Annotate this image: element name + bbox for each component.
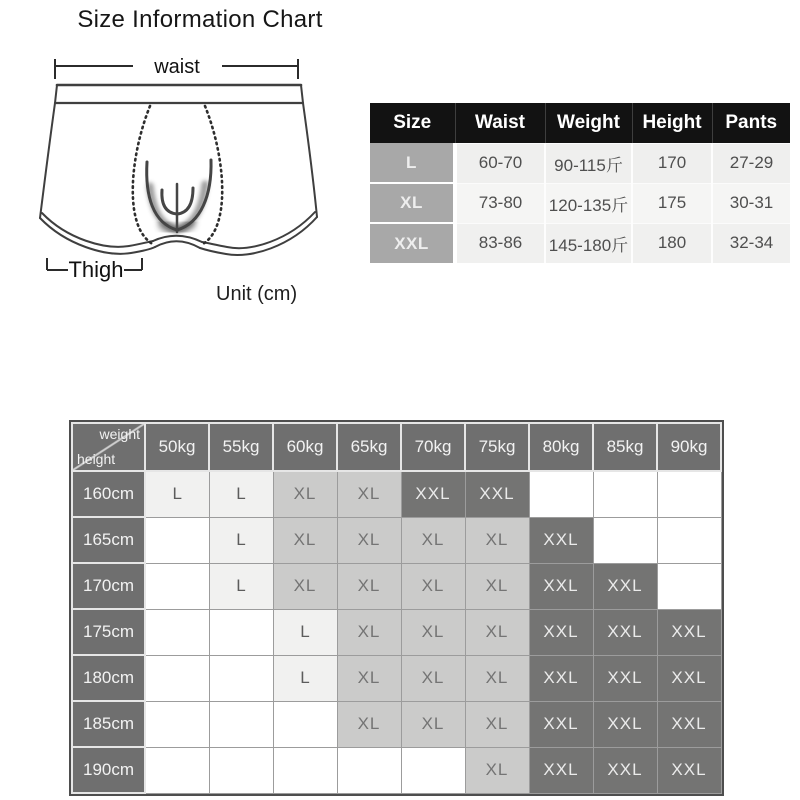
matrix-cell: XL bbox=[401, 517, 465, 563]
matrix-cell: L bbox=[209, 517, 273, 563]
matrix-cell bbox=[657, 563, 721, 609]
thigh-label: Thigh bbox=[68, 257, 124, 282]
matrix-cell: XL bbox=[401, 701, 465, 747]
matrix-cell: XL bbox=[337, 517, 401, 563]
height-header: 160cm bbox=[72, 471, 145, 517]
weight-header: 60kg bbox=[273, 423, 337, 471]
height-header: 175cm bbox=[72, 609, 145, 655]
corner-weight-label: weight bbox=[99, 426, 140, 442]
weight-header: 70kg bbox=[401, 423, 465, 471]
size-table-row-xl bbox=[370, 183, 790, 223]
matrix-corner-cell bbox=[72, 423, 145, 471]
matrix-cell bbox=[209, 701, 273, 747]
height-weight-matrix bbox=[69, 420, 724, 796]
matrix-cell: XXL bbox=[593, 563, 657, 609]
matrix-cell bbox=[145, 701, 209, 747]
size-cell: XXL bbox=[370, 223, 455, 263]
matrix-cell: XXL bbox=[657, 609, 721, 655]
waist-cell: 83-86 bbox=[455, 223, 545, 263]
weight-cell: 90-115斤 bbox=[545, 143, 632, 183]
matrix-cell: XL bbox=[465, 701, 529, 747]
matrix-cell: XL bbox=[337, 655, 401, 701]
matrix-cell bbox=[657, 471, 721, 517]
height-cell: 170 bbox=[632, 143, 712, 183]
matrix-cell: XL bbox=[273, 517, 337, 563]
size-table-header-row bbox=[370, 103, 790, 143]
matrix-cell bbox=[145, 747, 209, 793]
matrix-cell: XL bbox=[465, 747, 529, 793]
height-header: 185cm bbox=[72, 701, 145, 747]
matrix-cell: XXL bbox=[529, 517, 593, 563]
matrix-cell bbox=[145, 655, 209, 701]
weight-header: 50kg bbox=[145, 423, 209, 471]
matrix-cell bbox=[145, 563, 209, 609]
matrix-cell: XL bbox=[465, 609, 529, 655]
matrix-cell bbox=[657, 517, 721, 563]
height-header: 165cm bbox=[72, 517, 145, 563]
matrix-cell: XL bbox=[337, 471, 401, 517]
matrix-cell bbox=[593, 517, 657, 563]
weight-header: 55kg bbox=[209, 423, 273, 471]
size-cell: L bbox=[370, 143, 455, 183]
weight-header: 65kg bbox=[337, 423, 401, 471]
boxer-brief-diagram bbox=[22, 46, 332, 286]
matrix-cell: XL bbox=[273, 471, 337, 517]
matrix-row-170 bbox=[72, 563, 721, 609]
matrix-row-185 bbox=[72, 701, 721, 747]
height-header: 190cm bbox=[72, 747, 145, 793]
matrix-cell bbox=[145, 517, 209, 563]
matrix-cell: XXL bbox=[529, 655, 593, 701]
matrix-cell: XXL bbox=[529, 747, 593, 793]
pants-cell: 32-34 bbox=[712, 223, 790, 263]
matrix-row-180 bbox=[72, 655, 721, 701]
matrix-cell bbox=[401, 747, 465, 793]
matrix-cell: XL bbox=[401, 655, 465, 701]
matrix-cell bbox=[209, 609, 273, 655]
waist-cell: 60-70 bbox=[455, 143, 545, 183]
matrix-cell bbox=[273, 747, 337, 793]
matrix-cell: XXL bbox=[593, 747, 657, 793]
matrix-cell: XL bbox=[337, 609, 401, 655]
size-cell: XL bbox=[370, 183, 455, 223]
matrix-header-row bbox=[72, 423, 721, 471]
matrix-cell: L bbox=[145, 471, 209, 517]
matrix-cell: L bbox=[209, 563, 273, 609]
matrix-cell: XL bbox=[465, 517, 529, 563]
matrix-cell bbox=[145, 609, 209, 655]
weight-header: 85kg bbox=[593, 423, 657, 471]
column-header-waist: Waist bbox=[455, 103, 545, 143]
matrix-cell: XXL bbox=[593, 701, 657, 747]
matrix-cell: XXL bbox=[529, 701, 593, 747]
weight-cell: 145-180斤 bbox=[545, 223, 632, 263]
matrix-cell: XL bbox=[273, 563, 337, 609]
height-header: 180cm bbox=[72, 655, 145, 701]
matrix-cell: XL bbox=[465, 563, 529, 609]
matrix-cell: XL bbox=[465, 655, 529, 701]
matrix-cell: XXL bbox=[465, 471, 529, 517]
waist-label: waist bbox=[154, 56, 200, 78]
matrix-row-160 bbox=[72, 471, 721, 517]
matrix-cell: XXL bbox=[657, 701, 721, 747]
matrix-cell: XXL bbox=[657, 747, 721, 793]
matrix-cell bbox=[273, 701, 337, 747]
matrix-cell: XXL bbox=[529, 609, 593, 655]
matrix-cell: XL bbox=[337, 701, 401, 747]
weight-header: 90kg bbox=[657, 423, 721, 471]
matrix-cell bbox=[337, 747, 401, 793]
size-table bbox=[370, 103, 790, 263]
matrix-cell: XXL bbox=[593, 609, 657, 655]
matrix-cell: XL bbox=[337, 563, 401, 609]
size-table-row-xxl bbox=[370, 223, 790, 263]
size-table-row-l bbox=[370, 143, 790, 183]
column-header-weight: Weight bbox=[545, 103, 632, 143]
column-header-height: Height bbox=[632, 103, 712, 143]
matrix-row-190 bbox=[72, 747, 721, 793]
matrix-row-165 bbox=[72, 517, 721, 563]
column-header-size: Size bbox=[370, 103, 455, 143]
matrix-cell bbox=[209, 747, 273, 793]
waist-cell: 73-80 bbox=[455, 183, 545, 223]
column-header-pants: Pants bbox=[712, 103, 790, 143]
unit-label: Unit (cm) bbox=[216, 283, 298, 305]
matrix-cell: L bbox=[273, 609, 337, 655]
pouch-detail bbox=[147, 160, 211, 232]
pants-cell: 27-29 bbox=[712, 143, 790, 183]
matrix-cell: XXL bbox=[401, 471, 465, 517]
corner-height-label: height bbox=[77, 451, 116, 467]
weight-header: 75kg bbox=[465, 423, 529, 471]
matrix-cell bbox=[593, 471, 657, 517]
matrix-row-175 bbox=[72, 609, 721, 655]
matrix-cell: XL bbox=[401, 563, 465, 609]
matrix-cell: L bbox=[273, 655, 337, 701]
matrix-cell: L bbox=[209, 471, 273, 517]
matrix-cell bbox=[529, 471, 593, 517]
matrix-cell: XL bbox=[401, 609, 465, 655]
page-title: Size Information Chart bbox=[77, 6, 323, 33]
matrix-cell: XXL bbox=[657, 655, 721, 701]
matrix-cell: XXL bbox=[593, 655, 657, 701]
height-header: 170cm bbox=[72, 563, 145, 609]
matrix-cell: XXL bbox=[529, 563, 593, 609]
weight-cell: 120-135斤 bbox=[545, 183, 632, 223]
height-cell: 180 bbox=[632, 223, 712, 263]
pants-cell: 30-31 bbox=[712, 183, 790, 223]
weight-header: 80kg bbox=[529, 423, 593, 471]
height-cell: 175 bbox=[632, 183, 712, 223]
matrix-cell bbox=[209, 655, 273, 701]
